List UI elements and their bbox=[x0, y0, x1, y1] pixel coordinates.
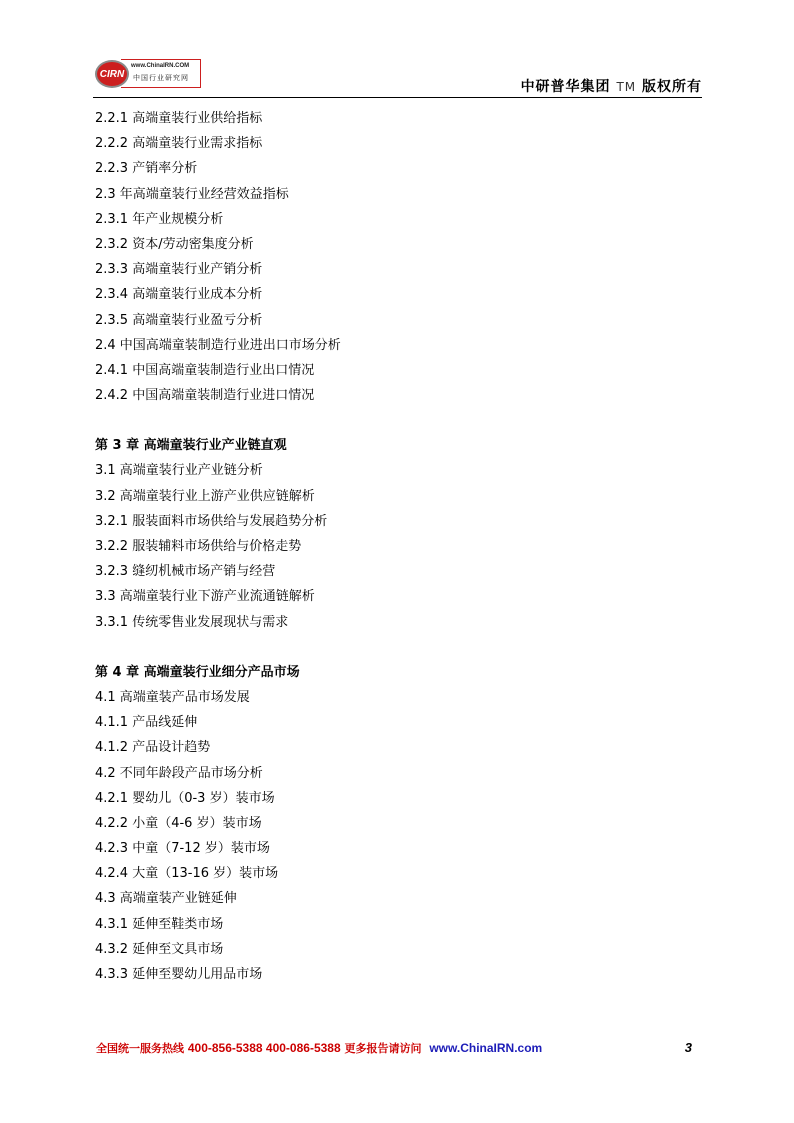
toc-item: 2.4.2 中国高端童装制造行业进口情况 bbox=[95, 388, 315, 404]
toc-item: 2.3.4 高端童装行业成本分析 bbox=[95, 287, 263, 303]
toc-item: 2.4 中国高端童装制造行业进出口市场分析 bbox=[95, 337, 341, 353]
page-header bbox=[93, 55, 702, 98]
logo-chinese-name: 中国行业研究网 bbox=[133, 74, 189, 82]
copyright-text: 版权所有 bbox=[642, 79, 702, 95]
toc-item: 4.3.1 延伸至鞋类市场 bbox=[95, 916, 224, 932]
hotline-numbers: 400-856-5388 400-086-5388 bbox=[187, 1041, 341, 1055]
toc-item: 4.3 高端童装产业链延伸 bbox=[95, 891, 237, 907]
toc-item: 4.3.3 延伸至婴幼儿用品市场 bbox=[95, 967, 263, 982]
toc-item: 2.4.1 中国高端童装制造行业出口情况 bbox=[95, 362, 315, 378]
table-of-contents bbox=[95, 106, 695, 987]
toc-item: 3.2.1 服装面料市场供给与发展趋势分析 bbox=[95, 513, 328, 529]
trademark-mark: TM bbox=[616, 80, 637, 94]
hotline-label: 全国统一服务热线 bbox=[96, 1042, 184, 1055]
toc-item: 4.3.2 延伸至文具市场 bbox=[95, 941, 224, 957]
toc-item: 3.2 高端童装行业上游产业供应链解析 bbox=[95, 488, 315, 504]
toc-item: 2.2.2 高端童装行业需求指标 bbox=[95, 136, 263, 152]
copyright-notice bbox=[521, 76, 702, 96]
more-reports-label: 更多报告请访问 bbox=[344, 1042, 422, 1055]
page-footer bbox=[96, 1040, 692, 1060]
toc-item: 4.1 高端童装产品市场发展 bbox=[95, 689, 250, 705]
logo-frame bbox=[121, 59, 201, 88]
toc-item: 3.1 高端童装行业产业链分析 bbox=[95, 463, 263, 479]
toc-item: 4.1.2 产品设计趋势 bbox=[95, 740, 211, 756]
toc-chapter-heading: 第 4 章 高端童装行业细分产品市场 bbox=[95, 664, 300, 680]
chapter-spacer bbox=[95, 408, 695, 433]
toc-item: 4.2.1 婴幼儿（0-3 岁）装市场 bbox=[95, 790, 275, 806]
toc-item: 2.3.2 资本/劳动密集度分析 bbox=[95, 236, 254, 252]
toc-item: 2.3.3 高端童装行业产销分析 bbox=[95, 262, 263, 278]
toc-item: 2.2.1 高端童装行业供给指标 bbox=[95, 111, 263, 126]
page-number: 3 bbox=[684, 1040, 692, 1055]
website-link[interactable]: www.ChinaIRN.com bbox=[429, 1041, 543, 1055]
toc-item: 3.2.3 缝纫机械市场产销与经营 bbox=[95, 564, 276, 580]
toc-item: 4.2 不同年龄段产品市场分析 bbox=[95, 765, 263, 781]
toc-item: 4.2.4 大童（13-16 岁）装市场 bbox=[95, 866, 279, 882]
toc-item: 3.3 高端童装行业下游产业流通链解析 bbox=[95, 589, 315, 605]
company-logo bbox=[95, 57, 203, 90]
toc-item: 2.3 年高端童装行业经营效益指标 bbox=[95, 186, 289, 202]
toc-item: 4.2.2 小童（4-6 岁）装市场 bbox=[95, 815, 262, 831]
toc-item: 2.3.5 高端童装行业盈亏分析 bbox=[95, 312, 263, 328]
toc-item: 4.1.1 产品线延伸 bbox=[95, 715, 198, 731]
logo-url: www.ChinaIRN.COM bbox=[131, 63, 190, 69]
chapter-spacer bbox=[95, 635, 695, 660]
toc-chapter-heading: 第 3 章 高端童装行业产业链直观 bbox=[95, 438, 287, 454]
toc-item: 3.2.2 服装辅料市场供给与价格走势 bbox=[95, 539, 302, 554]
toc-item: 2.2.3 产销率分析 bbox=[95, 161, 198, 177]
copyright-company: 中研普华集团 bbox=[520, 79, 611, 95]
toc-item: 3.3.1 传统零售业发展现状与需求 bbox=[95, 614, 289, 630]
toc-item: 4.2.3 中童（7-12 岁）装市场 bbox=[95, 841, 270, 857]
logo-badge-icon: CIRN bbox=[95, 60, 129, 88]
toc-item: 2.3.1 年产业规模分析 bbox=[95, 211, 224, 227]
